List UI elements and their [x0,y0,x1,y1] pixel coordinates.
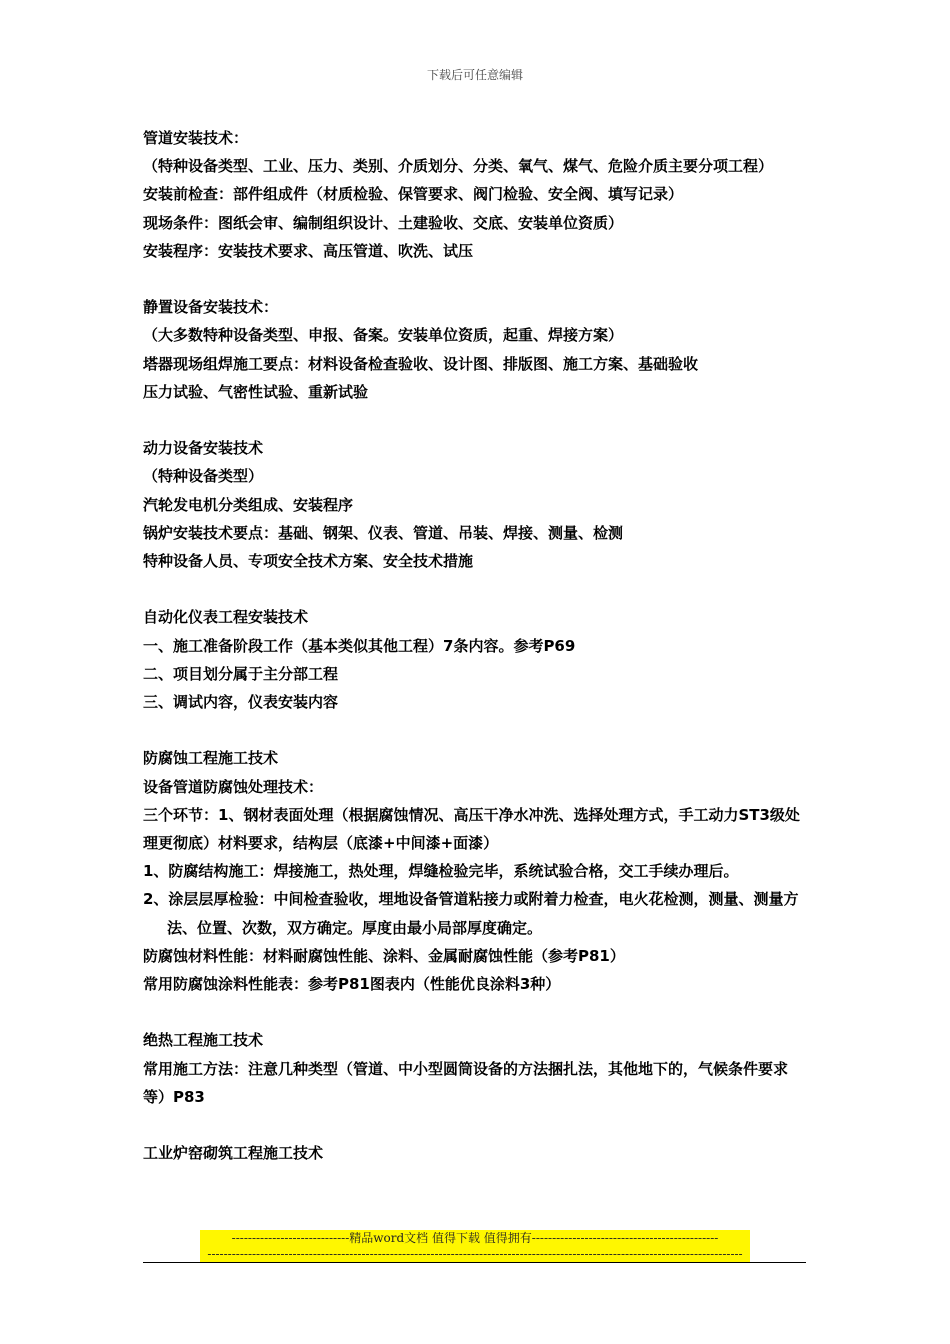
section-heading: 绝热工程施工技术 [143,1031,264,1050]
footer-banner-dashes: ------------------------------------------------------------------------------------------------------------------------------------ [207,1247,743,1261]
page-header: 下载后可任意编辑 [426,68,523,82]
text-line: 常用施工方法：注意几种类型（管道、中小型圆筒设备的方法捆扎法，其他地下的，气候条件要求等）P83 [143,1059,789,1106]
text-line: （特种设备类型） [143,467,264,486]
text-line: 设备管道防腐蚀处理技术： [143,777,324,796]
spacer [143,575,808,603]
text-line: 塔器现场组焊施工要点：材料设备检查验收、设计图、排版图、施工方案、基础验收 [143,354,699,373]
list-item: 1、防腐结构施工：焊接施工，热处理，焊缝检验完毕，系统试验合格，交工手续办理后。 [143,862,739,881]
text-line: （大多数特种设备类型、申报、备案。安装单位资质，起重、焊接方案） [143,326,624,345]
section-instrumentation [143,603,808,716]
document-body [143,124,808,1167]
spacer [143,998,808,1026]
text-line: 锅炉安装技术要点：基础、钢架、仪表、管道、吊装、焊接、测量、检测 [143,523,624,542]
section-heading: 动力设备安装技术 [143,439,264,458]
text-line: 现场条件：图纸会审、编制组织设计、土建验收、交底、安装单位资质） [143,213,624,232]
footer-divider [143,1262,806,1263]
section-pipeline [143,124,808,265]
text-line: 汽轮发电机分类组成、安装程序 [143,495,354,514]
text-line: 压力试验、气密性试验、重新试验 [143,382,369,401]
spacer [143,265,808,293]
spacer [143,716,808,744]
spacer [143,1111,808,1139]
section-heading: 静置设备安装技术： [143,298,279,317]
list-item: 2、涂层层厚检验：中间检查验收，埋地设备管道粘接力或附着力检查，电火花检测，测量、测量方法、位置、次数，双方确定。厚度由最小局部厚度确定。 [143,890,799,937]
section-heading: 自动化仪表工程安装技术 [143,608,309,627]
section-kiln-masonry [143,1139,808,1167]
section-power-equipment [143,434,808,575]
section-heading: 管道安装技术： [143,129,249,147]
section-anticorrosion [143,744,808,998]
text-line: 安装前检查：部件组成件（材质检验、保管要求、阀门检验、安全阀、填写记录） [143,185,684,204]
spacer [143,406,808,434]
section-heading: 工业炉窑砌筑工程施工技术 [143,1144,324,1163]
text-line: （特种设备类型、工业、压力、类别、介质划分、分类、氧气、煤气、危险介质主要分项工程） [143,157,774,176]
text-line: 三个环节：1、钢材表面处理（根据腐蚀情况、高压干净水冲洗、选择处理方式，手工动力ST3级处理更彻底）材料要求，结构层（底漆+中间漆+面漆） [143,805,800,853]
text-line: 常用防腐蚀涂料性能表：参考P81图表内（性能优良涂料3种） [143,975,561,994]
footer-banner-text: -----------------------------精品word文档 值得下载 值得拥有---------------------------------------------- [231,1231,719,1245]
footer-banner [200,1230,750,1262]
list-item: 一、施工准备阶段工作（基本类似其他工程）7条内容。参考P69 [143,636,576,655]
text-line: 特种设备人员、专项安全技术方案、安全技术措施 [143,552,474,571]
section-heading: 防腐蚀工程施工技术 [143,749,279,768]
list-item: 三、调试内容，仪表安装内容 [143,693,339,712]
text-line: 安装程序：安装技术要求、高压管道、吹洗、试压 [143,241,474,260]
text-line: 防腐蚀材料性能：材料耐腐蚀性能、涂料、金属耐腐蚀性能（参考P81） [143,946,625,965]
section-insulation [143,1026,808,1111]
section-static-equipment [143,293,808,406]
list-item: 二、项目划分属于主分部工程 [143,664,339,683]
